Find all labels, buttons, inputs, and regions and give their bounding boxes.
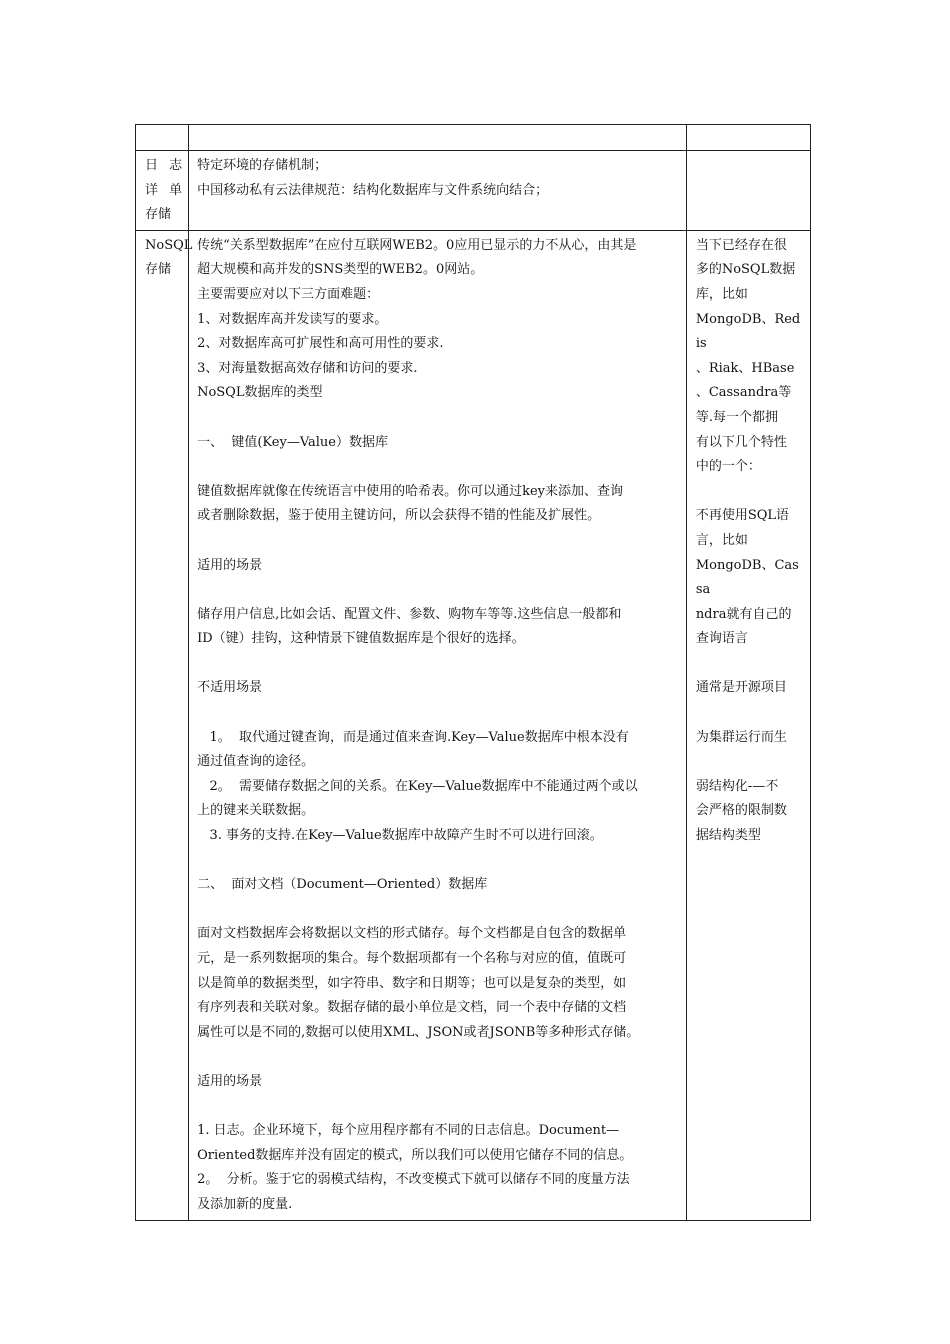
nosql-label-cell	[136, 230, 193, 1220]
row-label-line: 存储	[145, 262, 172, 278]
side-note-line: 为集群运行而生	[695, 729, 787, 745]
paragraph-line: 中国移动私有云法律规范：结构化数据库与文件系统向结合；	[197, 182, 549, 198]
row-label-line: 日 志	[145, 158, 183, 173]
side-note-line: 、Riak、HBase	[695, 360, 795, 376]
paragraph-line: 超大规模和高并发的SNS类型的WEB2。0网站。	[197, 262, 484, 278]
paragraph-line	[197, 1045, 680, 1070]
nosql-side-notes	[687, 231, 810, 851]
side-note-line: 会严格的限制数	[695, 803, 787, 819]
side-note-line: 有以下几个特性	[695, 434, 787, 450]
log-storage-label-cell	[136, 151, 189, 231]
paragraph-line: 2。 需要储存数据之间的关系。在Key—Value数据库中不能通过两个或以	[197, 778, 638, 794]
paragraph-line: 1. 日志。企业环境下，每个应用程序都有不同的日志信息。Document—	[197, 1123, 620, 1139]
paragraph-line: 属性可以是不同的,数据可以使用XML、JSON或者JSONB等多种形式存储。	[197, 1024, 640, 1040]
paragraph-line: 2、对数据库高可扩展性和高可用性的要求.	[197, 336, 444, 352]
side-note-line	[696, 750, 804, 775]
log-storage-content	[189, 151, 686, 205]
paragraph-line	[197, 849, 680, 874]
paragraph-line	[197, 529, 680, 554]
paragraph-line: Oriented数据库并没有固定的模式，所以我们可以使用它储存不同的信息。	[197, 1147, 633, 1163]
paragraph-line	[197, 578, 680, 603]
side-note-line: 中的一个：	[695, 459, 761, 475]
row-label-line: NoSQL	[145, 237, 193, 253]
side-note-line: 查询语言	[695, 631, 748, 647]
paragraph-line	[197, 1095, 680, 1120]
paragraph-line	[197, 898, 680, 923]
empty-cell	[189, 125, 687, 151]
nosql-label	[136, 231, 193, 285]
side-note-line	[696, 701, 804, 726]
paragraph-line: 有序列表和关联对象。数据存储的最小单位是文档，同一个表中存储的文档	[197, 1000, 627, 1016]
side-note-line: ndra就有自己的	[695, 606, 792, 622]
side-note-line: 弱结构化-—不	[695, 778, 779, 794]
paragraph-line: ID（键）挂钩，这种情景下键值数据库是个很好的选择。	[197, 631, 525, 647]
paragraph-line: 1、对数据库高并发读写的要求。	[197, 311, 388, 327]
paragraph-line: 元，是一系列数据项的集合。每个数据项都有一个名称与对应的值，值既可	[197, 951, 627, 966]
paragraph-line: 主要需要应对以下三方面难题：	[197, 286, 380, 302]
paragraph-line: 特定环境的存储机制；	[197, 158, 328, 173]
paragraph-line: 1。 取代通过键查询，而是通过值来查询.Key—Value数据库中根本没有	[197, 729, 629, 745]
side-note-line: 不再使用SQL语	[695, 508, 790, 524]
side-note-line: 当下已经存在很	[695, 237, 787, 253]
side-note-line: 、Cassandra等	[695, 385, 792, 401]
side-note-line: 通常是开源项目	[695, 680, 787, 696]
paragraph-line: 通过值查询的途径。	[197, 754, 315, 770]
paragraph-line	[197, 406, 680, 431]
side-note-line: MongoDB、Cassa	[695, 557, 799, 598]
paragraph-line: 储存用户信息,比如会话、配置文件、参数、购物车等等.这些信息一般都和	[197, 606, 622, 622]
side-note-line: 据结构类型	[695, 828, 761, 844]
side-note-line: 库，比如	[695, 286, 748, 302]
log-storage-label	[136, 151, 188, 230]
paragraph-line: 上的键来关联数据。	[197, 803, 315, 819]
paragraph-line: NoSQL数据库的类型	[197, 385, 323, 401]
paragraph-line: 2。 分析。鉴于它的弱模式结构，不改变模式下就可以储存不同的度量方法	[197, 1172, 630, 1188]
side-note-line: 多的NoSQL数据	[695, 262, 796, 278]
empty-cell	[136, 125, 189, 151]
paragraph-line: 传统“关系型数据库”在应付互联网WEB2。0应用已显示的力不从心，由其是	[197, 237, 637, 253]
paragraph-line: 键值数据库就像在传统语言中使用的哈希表。你可以通过key来添加、查询	[197, 483, 623, 499]
paragraph-line	[197, 455, 680, 480]
paragraph-line: 3. 事务的支持.在Key—Value数据库中故障产生时不可以进行回滚。	[197, 828, 603, 844]
paragraph-line: 或者删除数据，鉴于使用主键访问，所以会获得不错的性能及扩展性。	[197, 508, 601, 524]
paragraph-line: 3、对海量数据高效存储和访问的要求.	[197, 360, 418, 376]
row-label-line: 存储	[145, 207, 172, 223]
side-note-line	[696, 480, 804, 505]
nosql-main-cell	[189, 230, 687, 1220]
paragraph-line: 适用的场景	[197, 1073, 263, 1089]
paragraph-line: 二、 面对文档（Document—Oriented）数据库	[197, 877, 488, 893]
nosql-main-content	[189, 231, 686, 1220]
paragraph-line	[197, 701, 680, 726]
paragraph-line: 一、 键值(Key—Value）数据库	[197, 434, 388, 450]
header-row-empty	[136, 125, 811, 151]
log-storage-side-cell	[686, 151, 810, 231]
nosql-storage-row	[136, 230, 811, 1220]
side-note-line: MongoDB、Redis	[695, 311, 801, 352]
side-note-line: 言，比如	[695, 532, 748, 548]
side-note-line	[696, 652, 804, 677]
paragraph-line: 不适用场景	[197, 680, 263, 696]
nosql-side-cell	[686, 230, 810, 1220]
paragraph-line: 及添加新的度量.	[197, 1196, 293, 1212]
paragraph-line: 以是简单的数据类型，如字符串、数字和日期等；也可以是复杂的类型，如	[197, 975, 627, 991]
paragraph-line: 面对文档数据库会将数据以文档的形式储存。每个文档都是自包含的数据单	[197, 926, 627, 942]
row-label-line: 详 单	[145, 182, 183, 198]
document-table	[135, 124, 811, 1221]
paragraph-line: 适用的场景	[197, 557, 263, 573]
side-note-line: 等.每一个都拥	[695, 409, 778, 425]
log-storage-row	[136, 151, 811, 231]
paragraph-line	[197, 652, 680, 677]
log-storage-content-cell	[189, 151, 687, 231]
empty-cell	[686, 125, 810, 151]
